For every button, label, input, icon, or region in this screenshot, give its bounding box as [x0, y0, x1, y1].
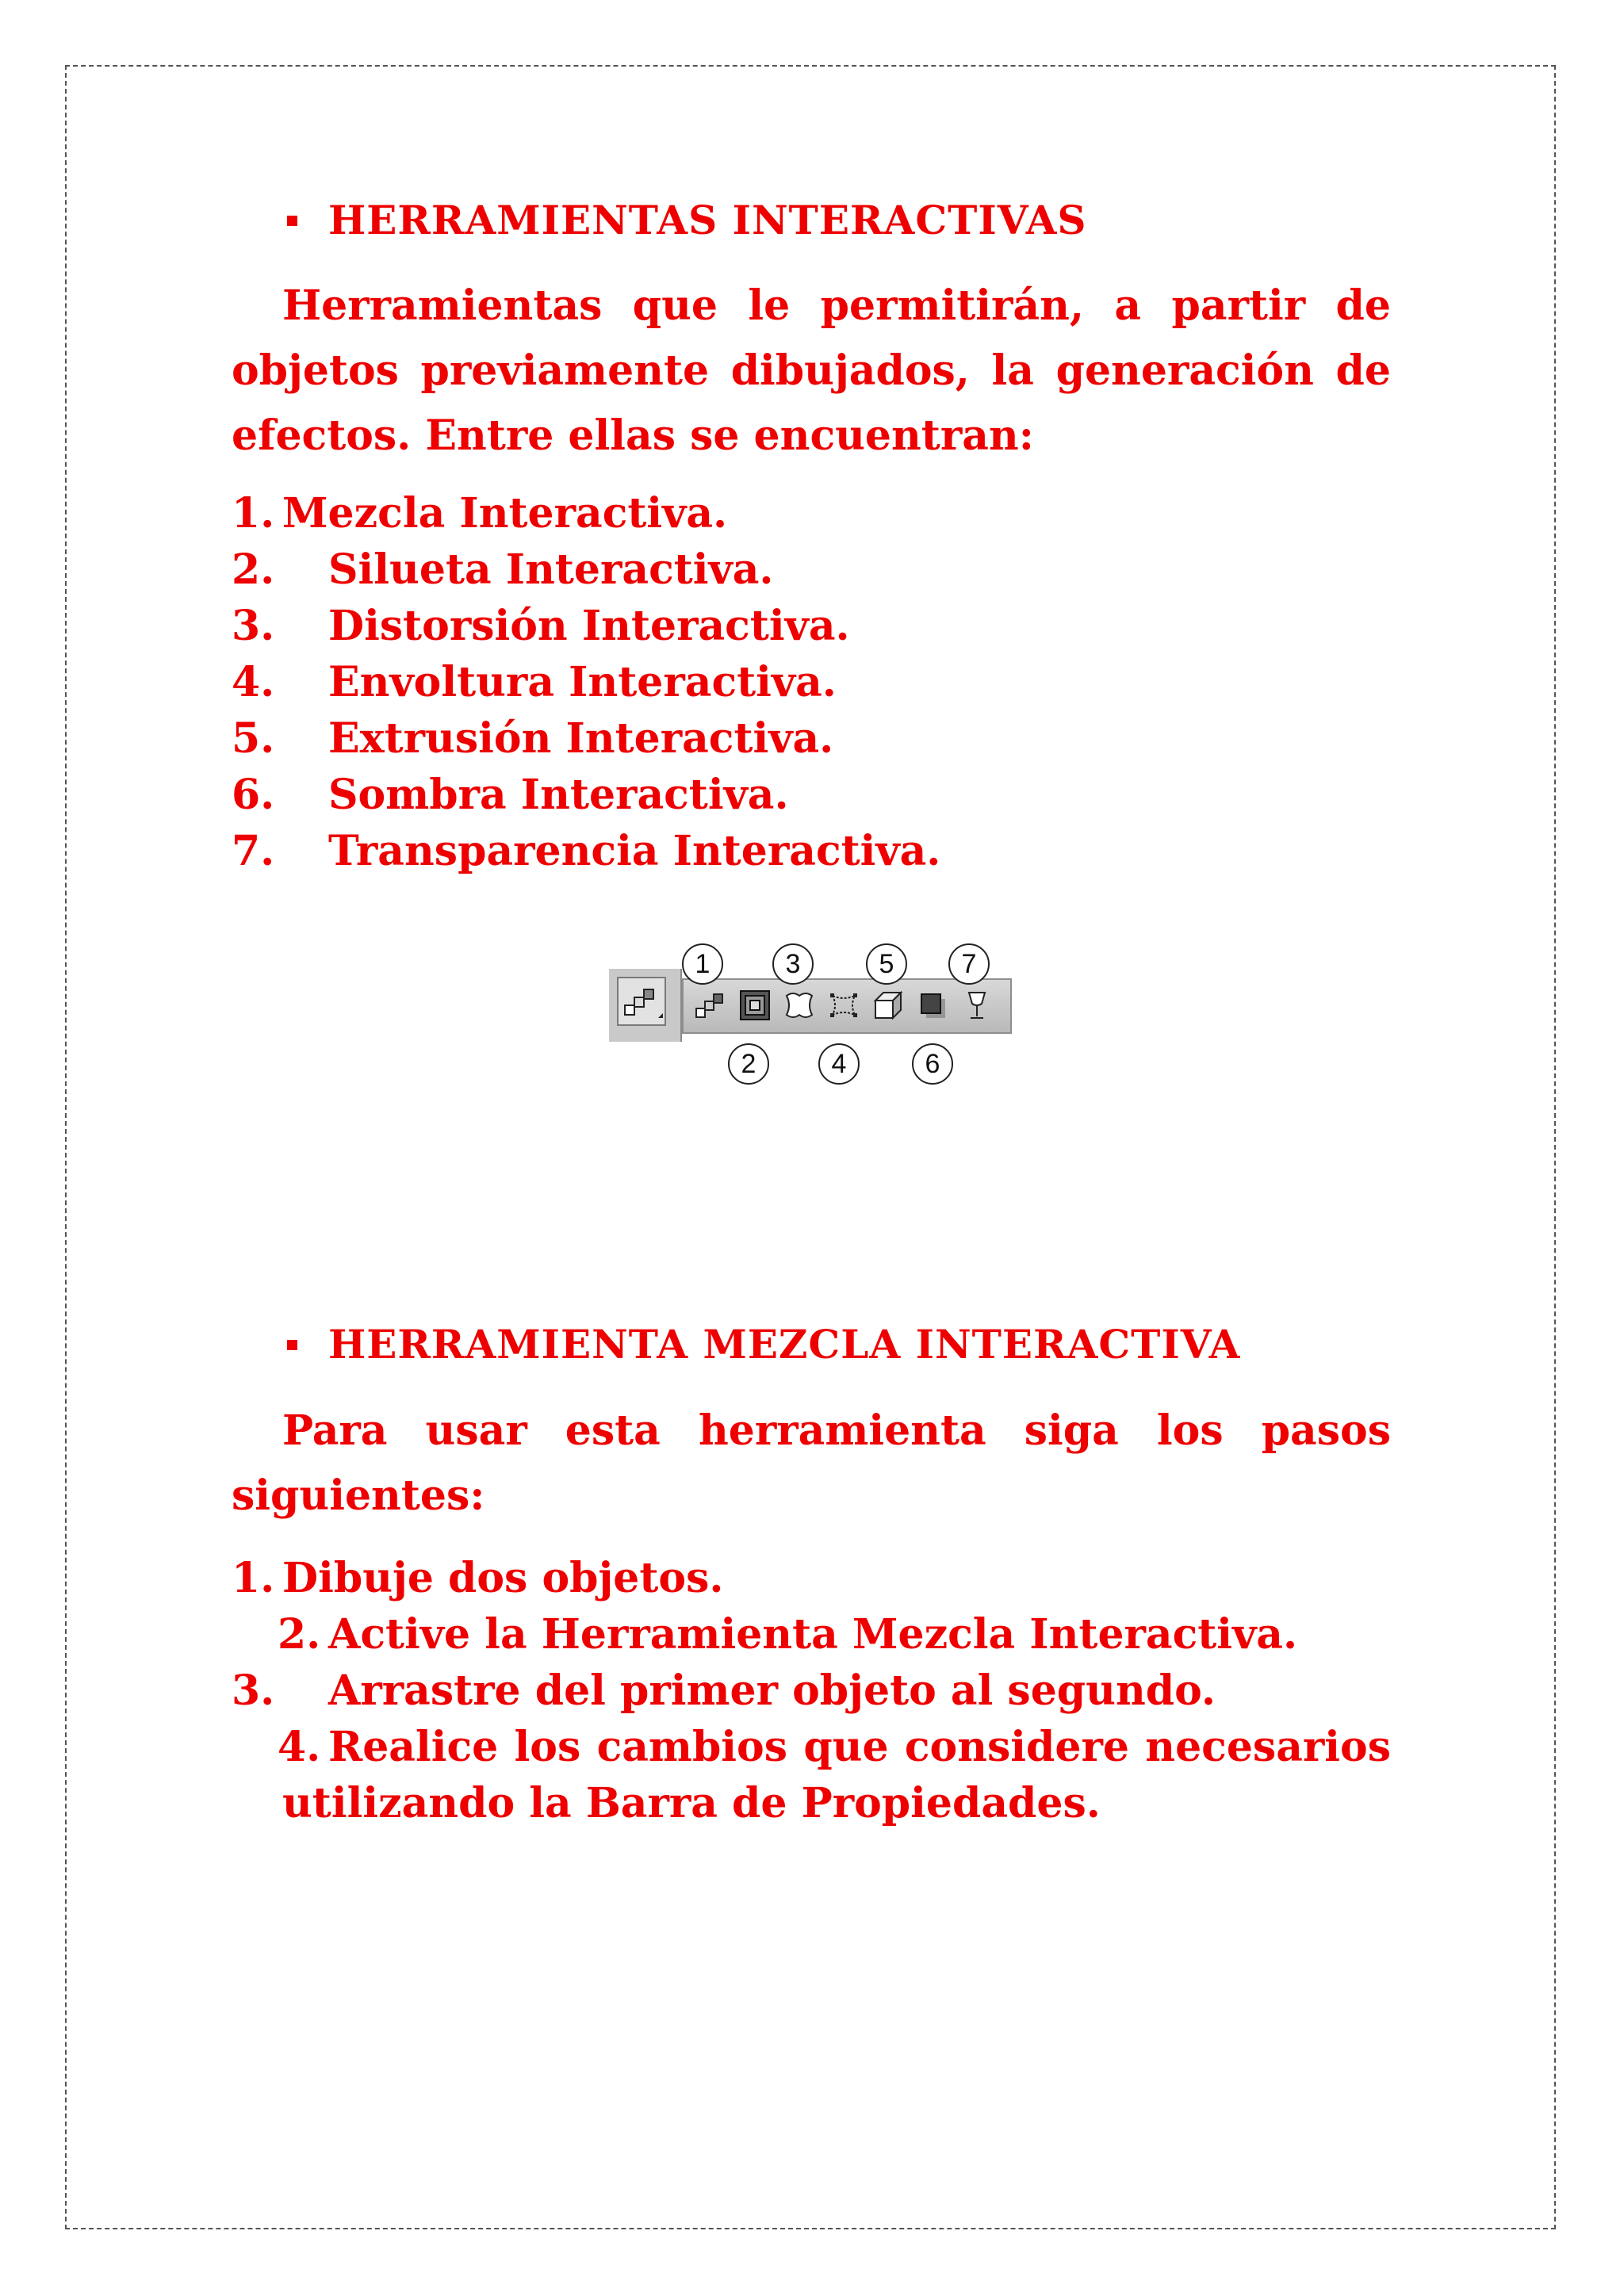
list-item: 5. Extrusión Interactiva. [232, 714, 834, 763]
list-item: 2. Active la Herramienta Mezcla Interactiva. [278, 1610, 1298, 1659]
interactive-tools-strip [682, 978, 1012, 1034]
section2-intro: Para usar esta herramienta siga los pasos siguientes: [232, 1406, 1391, 1520]
callout-4: 4 [818, 1043, 860, 1085]
bullet-icon [287, 216, 297, 226]
list-item: 2. Silueta Interactiva. [232, 545, 774, 594]
flyout-button-area [609, 969, 682, 1042]
interactive-transparency-icon[interactable] [959, 988, 994, 1023]
list-item: 4. Envoltura Interactiva. [232, 658, 837, 706]
callout-2: 2 [728, 1043, 769, 1085]
callout-5: 5 [866, 943, 907, 985]
blend-flyout-icon [617, 977, 666, 1026]
list-item: 1. Mezcla Interactiva. [232, 489, 728, 538]
list-item: 1. Dibuje dos objetos. [232, 1554, 724, 1602]
list-item: 3. Arrastre del primer objeto al segundo. [232, 1667, 1216, 1715]
callout-7: 7 [948, 943, 990, 985]
interactive-envelope-icon[interactable] [826, 988, 861, 1023]
list-item: 7. Transparencia Interactiva. [232, 827, 941, 875]
interactive-contour-icon[interactable] [737, 988, 772, 1023]
section-heading-mezcla: HERRAMIENTA MEZCLA INTERACTIVA [328, 1321, 1241, 1368]
list-item: 6. Sombra Interactiva. [232, 771, 789, 819]
interactive-distortion-icon[interactable] [782, 988, 817, 1023]
interactive-blend-icon[interactable] [693, 988, 728, 1023]
section1-intro: Herramientas que le permitirán, a partir de objetos previamente dibujados, la generación de efectos. Entre ellas se encuentran: [232, 281, 1391, 460]
callout-1: 1 [682, 943, 723, 985]
interactive-extrude-icon[interactable] [871, 988, 906, 1023]
interactive-drop-shadow-icon[interactable] [915, 988, 950, 1023]
list-item: 3. Distorsión Interactiva. [232, 602, 850, 650]
section-heading-herramientas: HERRAMIENTAS INTERACTIVAS [328, 197, 1087, 243]
callout-3: 3 [772, 943, 814, 985]
bullet-icon [287, 1340, 297, 1350]
tools-list [232, 485, 1391, 879]
list-item: 4. Realice los cambios que considere necesarios utilizando la Barra de Propiedades. [278, 1723, 1391, 1827]
interactive-tools-toolbar-figure [609, 943, 1021, 1086]
callout-6: 6 [912, 1043, 953, 1085]
steps-list [232, 1550, 1391, 1831]
